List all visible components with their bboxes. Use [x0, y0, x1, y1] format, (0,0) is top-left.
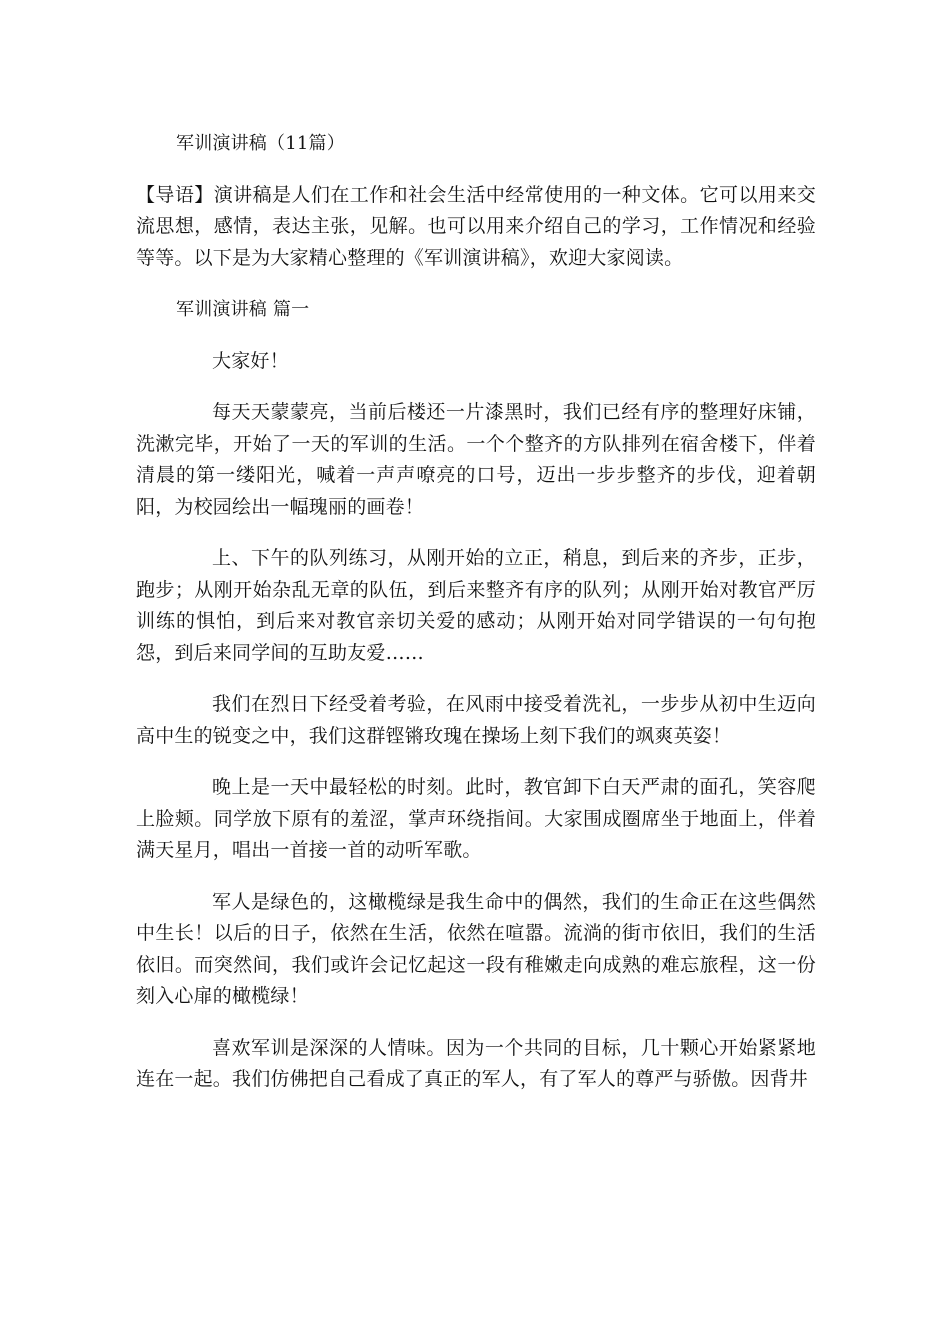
- greeting: 大家好！: [212, 349, 289, 372]
- section-title: 军训演讲稿 篇一: [176, 299, 310, 320]
- body-paragraph-5: 军人是绿色的，这橄榄绿是我生命中的偶然，我们的生命正在这些偶然中生长！以后的日子，依然在生活，依然在喧嚣。流淌的街市依旧，我们的生活依旧。而突然间，我们或许会记忆起这一段有稚嫩走向成熟的难忘旅程，这一份刻入心扉的橄榄绿！: [136, 890, 816, 1007]
- body-paragraph-4: 晚上是一天中最轻松的时刻。此时，教官卸下白天严肃的面孔，笑容爬上脸颊。同学放下原有的羞涩，掌声环绕指间。大家围成圈席坐于地面上，伴着满天星月，唱出一首接一首的动听军歌。: [136, 776, 816, 861]
- body-paragraph-6: 喜欢军训是深深的人情味。因为一个共同的目标，几十颗心开始紧紧地连在一起。我们仿佛把自己看成了真正的军人，有了军人的尊严与骄傲。因背井: [136, 1036, 816, 1090]
- intro-text: 演讲稿是人们在工作和社会生活中经常使用的一种文体。它可以用来交流思想，感情，表达主张，见解。也可以用来介绍自己的学习，工作情况和经验等等。以下是为大家精心整理的《军训演讲稿》，欢迎大家阅读。: [136, 183, 816, 269]
- document-body: [136, 128, 816, 1116]
- body-paragraph-2: 上、下午的队列练习，从刚开始的立正，稍息，到后来的齐步，正步，跑步；从刚开始杂乱无章的队伍，到后来整齐有序的队列；从刚开始对教官严厉训练的惧怕，到后来对教官亲切关爱的感动；从刚开始对同学错误的一句句抱怨，到后来同学间的互助友爱……: [136, 547, 816, 664]
- body-paragraph-3: 我们在烈日下经受着考验，在风雨中接受着洗礼，一步步从初中生迈向高中生的锐变之中，我们这群铿锵玫瑰在操场上刻下我们的飒爽英姿！: [136, 693, 816, 747]
- intro-tag: 【导语】: [136, 183, 214, 206]
- body-paragraph-1: 每天天蒙蒙亮，当前后楼还一片漆黑时，我们已经有序的整理好床铺，洗漱完毕，开始了一天的军训的生活。一个个整齐的方队排列在宿舍楼下，伴着清晨的第一缕阳光，喊着一声声嘹亮的口号，迈出一步步整齐的步伐，迎着朝阳，为校园绘出一幅瑰丽的画卷！: [136, 401, 816, 518]
- intro-paragraph: [136, 180, 816, 275]
- document-title: 军训演讲稿（11篇）: [176, 133, 345, 154]
